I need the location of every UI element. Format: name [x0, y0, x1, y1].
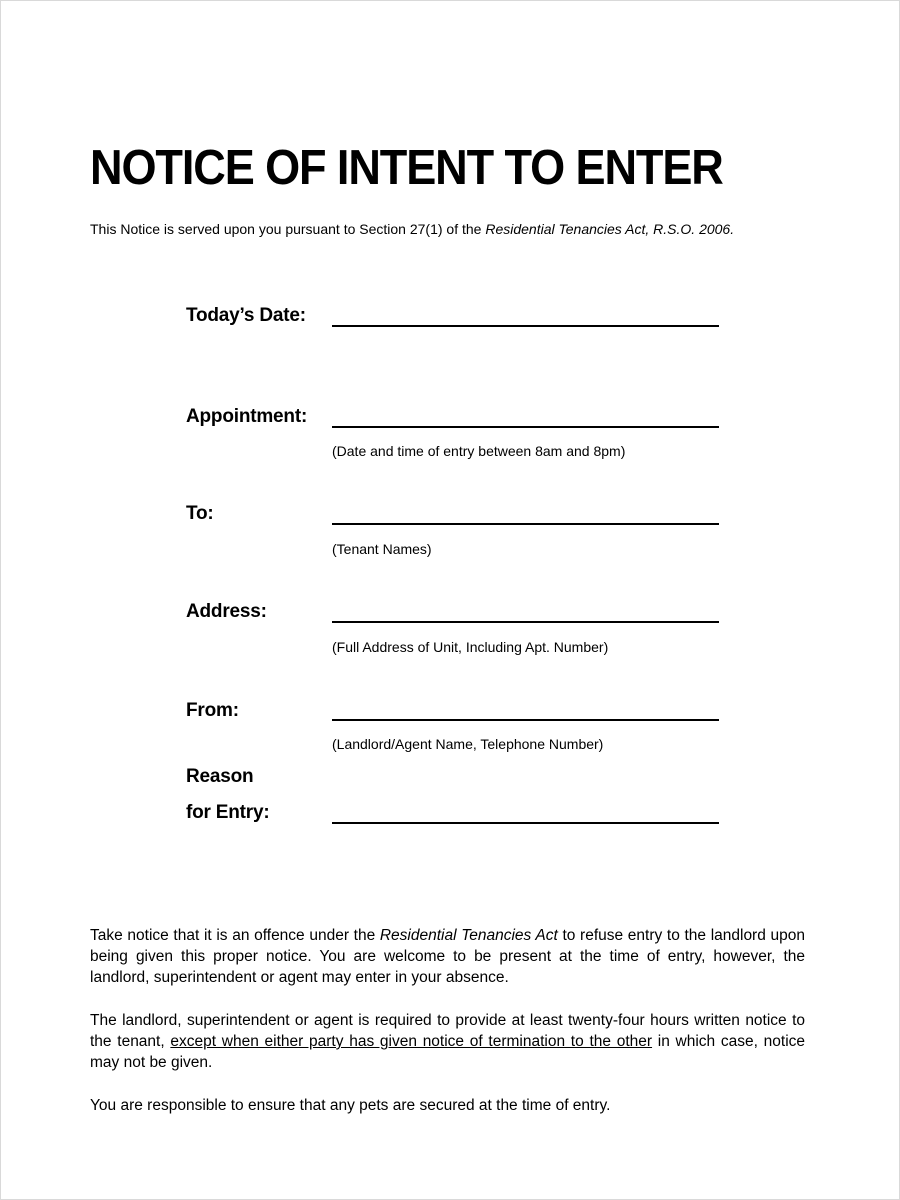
from-label: From: [186, 700, 239, 721]
todays-date-line[interactable] [332, 325, 719, 327]
reason-label-line2: for Entry: [186, 802, 270, 823]
address-label: Address: [186, 601, 267, 622]
requirement-text-2: in which case, notice may not be given. [90, 1033, 806, 1071]
reason-label-line1: Reason [186, 766, 254, 787]
document-title: NOTICE OF INTENT TO ENTER [90, 141, 723, 195]
reason-line[interactable] [332, 822, 719, 824]
to-line[interactable] [332, 523, 719, 525]
offence-text-2: to refuse entry to the landlord upon being given this proper notice. You are welcome to be present at the time of entry, however, the landlord, superintendent or agent may enter in your absence. [90, 927, 805, 986]
address-line[interactable] [332, 621, 719, 623]
from-line[interactable] [332, 719, 719, 721]
requirement-text-1: The landlord, superintendent or agent is required to provide at least twenty-four hours written notice to the tenant, [90, 1012, 805, 1050]
appointment-hint: (Date and time of entry between 8am and 8pm) [332, 443, 626, 459]
intro-act-reference: Residential Tenancies Act, R.S.O. 2006. [485, 221, 735, 237]
appointment-label: Appointment: [186, 406, 308, 427]
offence-text-1: Take notice that it is an offence under the [90, 927, 380, 944]
offence-paragraph [90, 925, 805, 988]
todays-date-label: Today’s Date: [186, 305, 306, 326]
intro-text: This Notice is served upon you pursuant to Section 27(1) of the [90, 221, 486, 237]
notice-requirement-paragraph [90, 1010, 805, 1073]
offence-act-reference: Residential Tenancies Act [379, 927, 558, 944]
pets-paragraph: You are responsible to ensure that any pets are secured at the time of entry. [90, 1097, 611, 1114]
from-hint: (Landlord/Agent Name, Telephone Number) [332, 736, 604, 752]
address-hint: (Full Address of Unit, Including Apt. Number) [332, 639, 609, 655]
to-label: To: [186, 503, 214, 524]
to-hint: (Tenant Names) [332, 541, 432, 557]
intro-statement [90, 221, 734, 237]
requirement-exception: except when either party has given notice of termination to the other [170, 1033, 653, 1050]
appointment-line[interactable] [332, 426, 719, 428]
